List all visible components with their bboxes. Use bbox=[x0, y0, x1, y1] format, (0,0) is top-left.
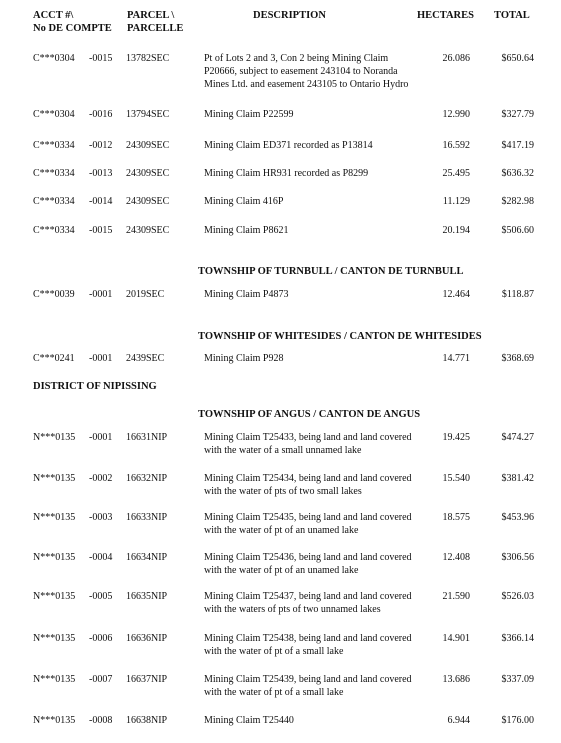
acct-number: N***0135 bbox=[33, 432, 76, 443]
acct-suffix: -0005 bbox=[89, 591, 113, 602]
header-hectares: HECTARES bbox=[417, 10, 474, 21]
hectares: 20.194 bbox=[442, 225, 470, 236]
hectares: 26.086 bbox=[442, 53, 470, 64]
description: Mining Claim T25439, being land and land covered with the water of pt of a small lake bbox=[204, 674, 412, 698]
acct-number: C***0304 bbox=[33, 109, 75, 120]
description: Mining Claim HR931 recorded as P8299 bbox=[204, 168, 369, 179]
acct-number: N***0135 bbox=[33, 512, 76, 523]
acct-number: C***0334 bbox=[33, 140, 75, 151]
section-heading-turnbull: TOWNSHIP OF TURNBULL / CANTON DE TURNBULL bbox=[198, 266, 464, 277]
parcel-number: 16632NIP bbox=[126, 473, 168, 484]
total: $337.09 bbox=[501, 674, 534, 685]
acct-number: C***0334 bbox=[33, 225, 75, 236]
total: $327.79 bbox=[501, 109, 534, 120]
parcel-number: 24309SEC bbox=[126, 196, 170, 207]
total: $282.98 bbox=[501, 196, 534, 207]
acct-suffix: -0015 bbox=[89, 225, 113, 236]
acct-suffix: -0002 bbox=[89, 473, 113, 484]
description: Mining Claim T25433, being land and land covered with the water of a small unnamed lake bbox=[204, 432, 412, 456]
acct-number: N***0135 bbox=[33, 674, 76, 685]
acct-number: C***0241 bbox=[33, 353, 75, 364]
parcel-number: 16637NIP bbox=[126, 674, 168, 685]
header-description: DESCRIPTION bbox=[253, 10, 326, 21]
header-parcel-line2: PARCELLE bbox=[127, 23, 184, 34]
header-total: TOTAL bbox=[494, 10, 530, 21]
parcel-number: 2439SEC bbox=[126, 353, 165, 364]
hectares: 12.408 bbox=[442, 552, 470, 563]
hectares: 18.575 bbox=[442, 512, 470, 523]
hectares: 25.495 bbox=[442, 168, 470, 179]
description: Mining Claim T25435, being land and land covered with the water of pt of an unamed lake bbox=[204, 512, 412, 536]
acct-number: C***0334 bbox=[33, 168, 75, 179]
acct-number: N***0135 bbox=[33, 552, 76, 563]
acct-suffix: -0001 bbox=[89, 289, 113, 300]
header-acct bbox=[33, 9, 112, 35]
hectares: 12.990 bbox=[442, 109, 470, 120]
total: $306.56 bbox=[501, 552, 534, 563]
total: $118.87 bbox=[501, 289, 534, 300]
total: $176.00 bbox=[501, 715, 534, 726]
acct-suffix: -0014 bbox=[89, 196, 113, 207]
header-parcel bbox=[127, 9, 183, 35]
total: $636.32 bbox=[501, 168, 534, 179]
parcel-number: 13794SEC bbox=[126, 109, 170, 120]
section-heading-whitesides: TOWNSHIP OF WHITESIDES / CANTON DE WHITESIDES bbox=[198, 331, 482, 342]
total: $474.27 bbox=[501, 432, 534, 443]
acct-suffix: -0013 bbox=[89, 168, 113, 179]
acct-number: C***0304 bbox=[33, 53, 75, 64]
description: Mining Claim ED371 recorded as P13814 bbox=[204, 140, 373, 151]
parcel-number: 16636NIP bbox=[126, 633, 168, 644]
hectares: 11.129 bbox=[442, 196, 470, 207]
hectares: 6.944 bbox=[447, 715, 470, 726]
total: $417.19 bbox=[501, 140, 534, 151]
acct-suffix: -0012 bbox=[89, 140, 113, 151]
acct-number: C***0334 bbox=[33, 196, 75, 207]
description: Mining Claim P8621 bbox=[204, 225, 289, 236]
description: Mining Claim P928 bbox=[204, 353, 284, 364]
total: $366.14 bbox=[501, 633, 534, 644]
acct-suffix: -0004 bbox=[89, 552, 113, 563]
total: $381.42 bbox=[501, 473, 534, 484]
acct-suffix: -0001 bbox=[89, 353, 113, 364]
section-heading-nipissing: DISTRICT OF NIPISSING bbox=[33, 381, 157, 392]
parcel-number: 13782SEC bbox=[126, 53, 170, 64]
parcel-number: 16635NIP bbox=[126, 591, 168, 602]
total: $368.69 bbox=[501, 353, 534, 364]
description: Pt of Lots 2 and 3, Con 2 being Mining Claim P20666, subject to easement 243104 to Noranda Mines Ltd. and easement 243105 to Ontario Hydro bbox=[204, 53, 409, 90]
description: Mining Claim P22599 bbox=[204, 109, 294, 120]
description: Mining Claim T25436, being land and land covered with the water of pt of an unamed lake bbox=[204, 552, 412, 576]
hectares: 21.590 bbox=[442, 591, 470, 602]
total: $453.96 bbox=[501, 512, 534, 523]
description: Mining Claim P4873 bbox=[204, 289, 289, 300]
total: $526.03 bbox=[501, 591, 534, 602]
hectares: 19.425 bbox=[442, 432, 470, 443]
acct-number: N***0135 bbox=[33, 473, 76, 484]
description: Mining Claim T25438, being land and land covered with the water of pt of a small lake bbox=[204, 633, 412, 657]
acct-number: N***0135 bbox=[33, 591, 76, 602]
header-acct-line2: No DE COMPTE bbox=[33, 23, 112, 34]
parcel-number: 16631NIP bbox=[126, 432, 168, 443]
acct-suffix: -0007 bbox=[89, 674, 113, 685]
acct-suffix: -0003 bbox=[89, 512, 113, 523]
total: $650.64 bbox=[501, 53, 534, 64]
acct-suffix: -0008 bbox=[89, 715, 113, 726]
hectares: 15.540 bbox=[442, 473, 470, 484]
hectares: 13.686 bbox=[442, 674, 470, 685]
parcel-number: 24309SEC bbox=[126, 225, 170, 236]
hectares: 14.901 bbox=[442, 633, 470, 644]
total: $506.60 bbox=[501, 225, 534, 236]
acct-suffix: -0001 bbox=[89, 432, 113, 443]
parcel-number: 16633NIP bbox=[126, 512, 168, 523]
parcel-number: 24309SEC bbox=[126, 140, 170, 151]
acct-suffix: -0015 bbox=[89, 53, 113, 64]
description: Mining Claim 416P bbox=[204, 196, 284, 207]
parcel-number: 2019SEC bbox=[126, 289, 165, 300]
acct-suffix: -0016 bbox=[89, 109, 113, 120]
parcel-number: 16634NIP bbox=[126, 552, 168, 563]
hectares: 16.592 bbox=[442, 140, 470, 151]
description: Mining Claim T25437, being land and land covered with the waters of pts of two unnamed lakes bbox=[204, 591, 412, 615]
description: Mining Claim T25434, being land and land covered with the water of pts of two small lakes bbox=[204, 473, 412, 497]
parcel-number: 24309SEC bbox=[126, 168, 170, 179]
hectares: 14.771 bbox=[442, 353, 470, 364]
description: Mining Claim T25440 bbox=[204, 715, 294, 726]
hectares: 12.464 bbox=[442, 289, 470, 300]
section-heading-angus: TOWNSHIP OF ANGUS / CANTON DE ANGUS bbox=[198, 409, 421, 420]
acct-number: C***0039 bbox=[33, 289, 75, 300]
parcel-number: 16638NIP bbox=[126, 715, 168, 726]
acct-number: N***0135 bbox=[33, 715, 76, 726]
acct-suffix: -0006 bbox=[89, 633, 113, 644]
acct-number: N***0135 bbox=[33, 633, 76, 644]
header-acct-line1: ACCT #\ bbox=[33, 10, 74, 21]
header-parcel-line1: PARCEL \ bbox=[127, 10, 175, 21]
